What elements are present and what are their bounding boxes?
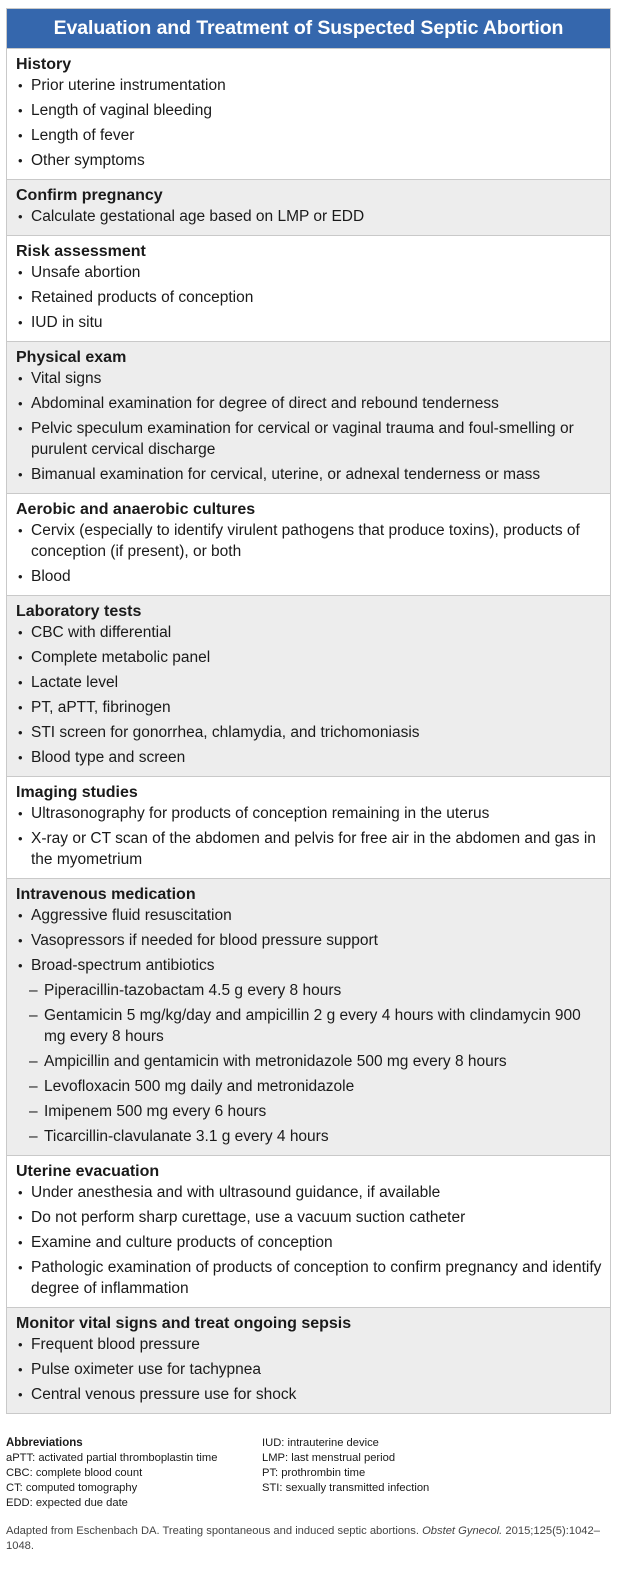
section-heading: Uterine evacuation [16, 1163, 160, 1180]
section-heading: Risk assessment [16, 243, 146, 260]
abbreviation-entry: LMP: last menstrual period [262, 1452, 396, 1464]
list-item-text: Unsafe abortion [31, 264, 141, 281]
list-item [16, 1334, 602, 1355]
list-item-text: Central venous pressure use for shock [31, 1386, 297, 1403]
list-item [16, 520, 602, 562]
sub-list-item [16, 1005, 602, 1047]
bullet-icon: • [18, 467, 23, 482]
list-item-text: Pathologic examination of products of conception to confirm pregnancy and identify degree of inflammation [31, 1259, 602, 1297]
list-item [16, 647, 602, 668]
bullet-icon: • [18, 153, 23, 168]
list-item [16, 1359, 602, 1380]
abbreviation-entry: CT: computed tomography [6, 1482, 138, 1494]
list-item-text: Complete metabolic panel [31, 649, 211, 666]
section [7, 776, 610, 878]
list-item [16, 722, 602, 743]
bullet-icon: • [18, 1260, 23, 1275]
bullet-icon: • [18, 396, 23, 411]
list-item-text: Vasopressors if needed for blood pressure support [31, 932, 378, 949]
bullet-icon: • [18, 958, 23, 973]
list-item-text: STI screen for gonorrhea, chlamydia, and trichomoniasis [31, 724, 420, 741]
list-item [16, 905, 602, 926]
list-item-text: Length of vaginal bleeding [31, 102, 212, 119]
table-title: Evaluation and Treatment of Suspected Septic Abortion [7, 9, 610, 48]
bullet-icon: • [18, 1185, 23, 1200]
abbreviation-entry: EDD: expected due date [6, 1497, 128, 1509]
list-item [16, 697, 602, 718]
list-item-text: Cervix (especially to identify virulent pathogens that produce toxins), products of conception (if present), or both [31, 522, 580, 560]
list-item [16, 75, 602, 96]
bullet-icon: • [18, 1362, 23, 1377]
list-item [16, 1384, 602, 1405]
abbreviations-right-column [262, 1436, 429, 1511]
list-item [16, 930, 602, 951]
bullet-icon: • [18, 1387, 23, 1402]
list-item [16, 1257, 602, 1299]
bullet-icon: • [18, 103, 23, 118]
bullet-icon: • [18, 908, 23, 923]
list-item [16, 418, 602, 460]
bullet-icon: • [18, 750, 23, 765]
source-credit [6, 1524, 611, 1554]
dash-icon: – [29, 1078, 38, 1095]
list-item [16, 393, 602, 414]
list-item-text: Abdominal examination for degree of direct and rebound tenderness [31, 395, 499, 412]
bullet-icon: • [18, 265, 23, 280]
list-item-text: Under anesthesia and with ultrasound guidance, if available [31, 1184, 441, 1201]
bullet-icon: • [18, 209, 23, 224]
list-item-text: Length of fever [31, 127, 135, 144]
list-item-text: Do not perform sharp curettage, use a vacuum suction catheter [31, 1209, 466, 1226]
dash-icon: – [29, 1128, 38, 1145]
list-item [16, 1182, 602, 1203]
list-item [16, 828, 602, 870]
list-item [16, 368, 602, 389]
section-heading: History [16, 56, 72, 73]
list-item [16, 803, 602, 824]
bullet-icon: • [18, 650, 23, 665]
list-item-text: Frequent blood pressure [31, 1336, 200, 1353]
credit-suffix: 2015;125(5):1042–1048. [6, 1525, 600, 1552]
bullet-icon: • [18, 1235, 23, 1250]
list-item [16, 464, 602, 485]
list-item [16, 287, 602, 308]
list-item-text: PT, aPTT, fibrinogen [31, 699, 171, 716]
bullet-icon: • [18, 831, 23, 846]
list-item-text: Gentamicin 5 mg/kg/day and ampicillin 2 g every 4 hours with clindamycin 900 mg every 8 hours [44, 1007, 581, 1045]
section [7, 179, 610, 235]
list-item-text: Pulse oximeter use for tachypnea [31, 1361, 262, 1378]
section-heading: Imaging studies [16, 784, 138, 801]
credit-journal: Obstet Gynecol. [422, 1525, 503, 1537]
dash-icon: – [29, 1007, 38, 1024]
list-item [16, 622, 602, 643]
list-item-text: Broad-spectrum antibiotics [31, 957, 215, 974]
dash-icon: – [29, 1053, 38, 1070]
bullet-icon: • [18, 1210, 23, 1225]
bullet-icon: • [18, 700, 23, 715]
list-item-text: Blood type and screen [31, 749, 186, 766]
list-item [16, 747, 602, 768]
list-item-text: Pelvic speculum examination for cervical or vaginal trauma and foul-smelling or purulent cervical discharge [31, 420, 574, 458]
section [7, 235, 610, 341]
list-item-text: X-ray or CT scan of the abdomen and pelvis for free air in the abdomen and gas in the myometrium [31, 830, 596, 868]
sub-list-item [16, 1051, 602, 1072]
bullet-icon: • [18, 78, 23, 93]
bullet-icon: • [18, 725, 23, 740]
list-item-text: Bimanual examination for cervical, uterine, or adnexal tenderness or mass [31, 466, 541, 483]
list-item [16, 100, 602, 121]
sub-list-item [16, 1101, 602, 1122]
sub-list-item [16, 980, 602, 1001]
list-item-text: Prior uterine instrumentation [31, 77, 226, 94]
section [7, 48, 610, 179]
bullet-icon: • [18, 569, 23, 584]
bullet-icon: • [18, 128, 23, 143]
list-item-text: Vital signs [31, 370, 102, 387]
list-item-text: Ultrasonography for products of conception remaining in the uterus [31, 805, 490, 822]
section-heading: Monitor vital signs and treat ongoing sepsis [16, 1315, 352, 1332]
abbreviation-entry: STI: sexually transmitted infection [262, 1482, 430, 1494]
list-item [16, 566, 602, 587]
bullet-icon: • [18, 421, 23, 436]
list-item [16, 206, 602, 227]
list-item [16, 955, 602, 976]
section [7, 1307, 610, 1413]
bullet-icon: • [18, 315, 23, 330]
sections-container [7, 48, 610, 1413]
list-item-text: Lactate level [31, 674, 119, 691]
section [7, 595, 610, 776]
abbreviation-entry: PT: prothrombin time [262, 1467, 366, 1479]
list-item [16, 125, 602, 146]
list-item-text: Imipenem 500 mg every 6 hours [44, 1103, 267, 1120]
list-item-text: Ampicillin and gentamicin with metronidazole 500 mg every 8 hours [44, 1053, 507, 1070]
credit-prefix: Adapted from Eschenbach DA. Treating spontaneous and induced septic abortions. [6, 1525, 423, 1537]
list-item-text: Other symptoms [31, 152, 145, 169]
abbreviations-block [6, 1436, 611, 1511]
list-item [16, 312, 602, 333]
section-heading: Confirm pregnancy [16, 187, 163, 204]
sub-list-item [16, 1126, 602, 1147]
bullet-icon: • [18, 290, 23, 305]
list-item [16, 150, 602, 171]
list-item-text: Examine and culture products of conception [31, 1234, 333, 1251]
list-item-text: Aggressive fluid resuscitation [31, 907, 232, 924]
section-heading: Physical exam [16, 349, 127, 366]
sub-list-item [16, 1076, 602, 1097]
bullet-icon: • [18, 523, 23, 538]
list-item-text: Ticarcillin-clavulanate 3.1 g every 4 hours [44, 1128, 329, 1145]
section [7, 341, 610, 493]
section-heading: Laboratory tests [16, 603, 142, 620]
abbreviation-entry: IUD: intrauterine device [262, 1437, 379, 1449]
section [7, 878, 610, 1155]
section [7, 1155, 610, 1307]
abbreviations-title: Abbreviations [6, 1437, 83, 1449]
list-item-text: Calculate gestational age based on LMP or EDD [31, 208, 365, 225]
list-item-text: CBC with differential [31, 624, 172, 641]
list-item-text: Piperacillin-tazobactam 4.5 g every 8 hours [44, 982, 342, 999]
abbreviation-entry: aPTT: activated partial thromboplastin time [6, 1452, 218, 1464]
list-item-text: Levofloxacin 500 mg daily and metronidazole [44, 1078, 355, 1095]
list-item-text: Blood [31, 568, 71, 585]
bullet-icon: • [18, 1337, 23, 1352]
list-item [16, 672, 602, 693]
dash-icon: – [29, 1103, 38, 1120]
bullet-icon: • [18, 625, 23, 640]
evaluation-table [6, 8, 611, 1414]
bullet-icon: • [18, 933, 23, 948]
bullet-icon: • [18, 371, 23, 386]
section-heading: Aerobic and anaerobic cultures [16, 501, 256, 518]
section [7, 493, 610, 595]
bullet-icon: • [18, 675, 23, 690]
list-item [16, 1207, 602, 1228]
abbreviations-left-column [6, 1451, 262, 1511]
list-item-text: IUD in situ [31, 314, 103, 331]
list-item [16, 262, 602, 283]
list-item-text: Retained products of conception [31, 289, 254, 306]
list-item [16, 1232, 602, 1253]
dash-icon: – [29, 982, 38, 999]
abbreviation-entry: CBC: complete blood count [6, 1467, 143, 1479]
bullet-icon: • [18, 806, 23, 821]
section-heading: Intravenous medication [16, 886, 196, 903]
